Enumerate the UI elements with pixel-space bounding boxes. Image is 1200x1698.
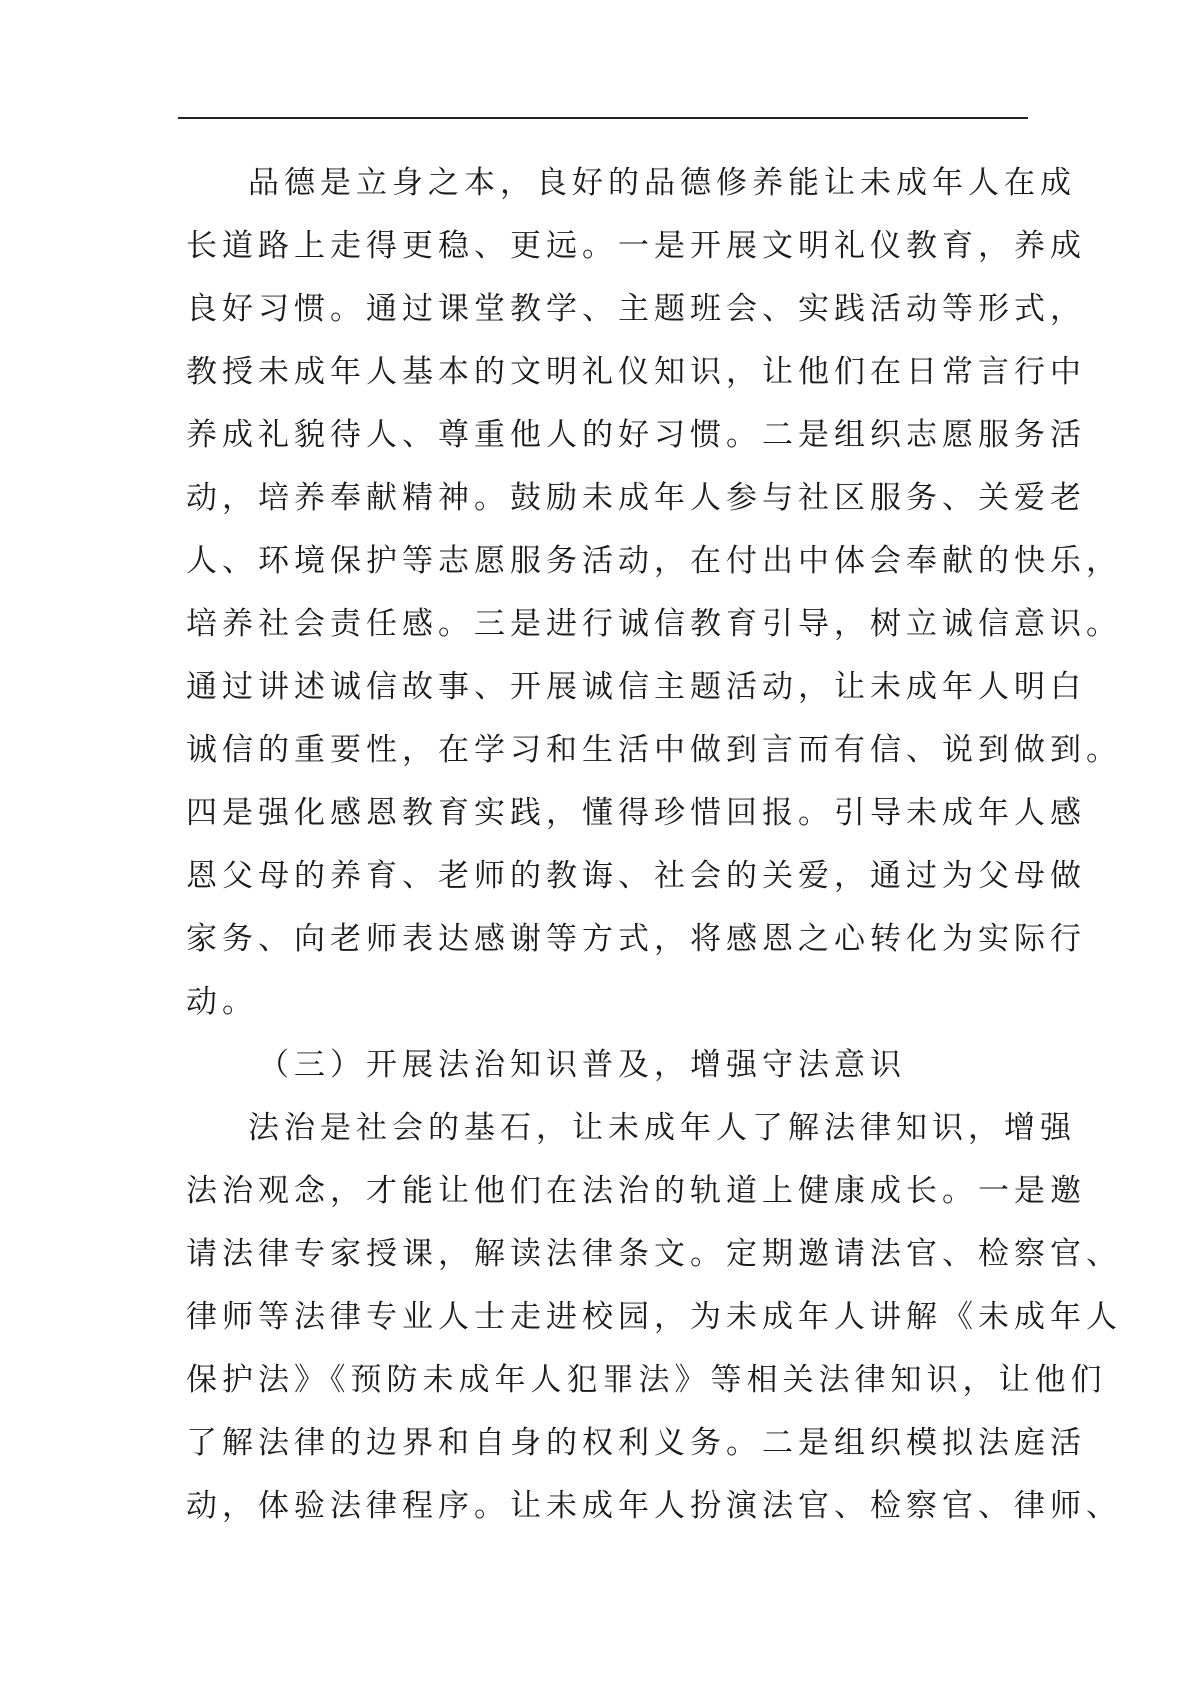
section-heading: （三）开展法治知识普及，增强守法意识 xyxy=(258,1047,906,1083)
text-line: 律师等法律专业人士走进校园，为未成年人讲解《未成年人 xyxy=(186,1299,1122,1335)
text-line: 人、环境保护等志愿服务活动，在付出中体会奉献的快乐， xyxy=(186,543,1122,579)
text-line: 动。 xyxy=(186,984,258,1020)
text-line: 教授未成年人基本的文明礼仪知识，让他们在日常言行中 xyxy=(186,354,1086,390)
text-line: 法治观念，才能让他们在法治的轨道上健康成长。一是邀 xyxy=(186,1173,1086,1209)
text-line: 保护法》《预防未成年人犯罪法》等相关法律知识，让他们 xyxy=(186,1362,1107,1398)
paragraph-legal-education xyxy=(186,1097,1122,1538)
text-line: 良好习惯。通过课堂教学、主题班会、实践活动等形式， xyxy=(186,291,1086,327)
text-line: 养成礼貌待人、尊重他人的好习惯。二是组织志愿服务活 xyxy=(186,417,1086,453)
text-line: 四是强化感恩教育实践，懂得珍惜回报。引导未成年人感 xyxy=(186,795,1086,831)
text-line: 法治是社会的基石，让未成年人了解法律知识，增强 xyxy=(248,1110,1076,1146)
text-line: 恩父母的养育、老师的教诲、社会的关爱，通过为父母做 xyxy=(186,858,1086,894)
text-line: 培养社会责任感。三是进行诚信教育引导，树立诚信意识。 xyxy=(186,606,1122,642)
text-line: 动，体验法律程序。让未成年人扮演法官、检察官、律师、 xyxy=(186,1488,1122,1524)
text-line: 长道路上走得更稳、更远。一是开展文明礼仪教育，养成 xyxy=(186,228,1086,264)
header-divider xyxy=(178,117,1028,119)
text-line: 诚信的重要性，在学习和生活中做到言而有信、说到做到。 xyxy=(186,732,1122,768)
text-line: 请法律专家授课，解读法律条文。定期邀请法官、检察官、 xyxy=(186,1236,1122,1272)
document-body xyxy=(186,152,1122,1538)
text-line: 动，培养奉献精神。鼓励未成年人参与社区服务、关爱老 xyxy=(186,480,1086,516)
paragraph-moral-education xyxy=(186,152,1122,1034)
text-line: 家务、向老师表达感谢等方式，将感恩之心转化为实际行 xyxy=(186,921,1086,957)
text-line: 了解法律的边界和自身的权利义务。二是组织模拟法庭活 xyxy=(186,1425,1086,1461)
text-line: 通过讲述诚信故事、开展诚信主题活动，让未成年人明白 xyxy=(186,669,1086,705)
text-line: 品德是立身之本，良好的品德修养能让未成年人在成 xyxy=(248,165,1076,201)
